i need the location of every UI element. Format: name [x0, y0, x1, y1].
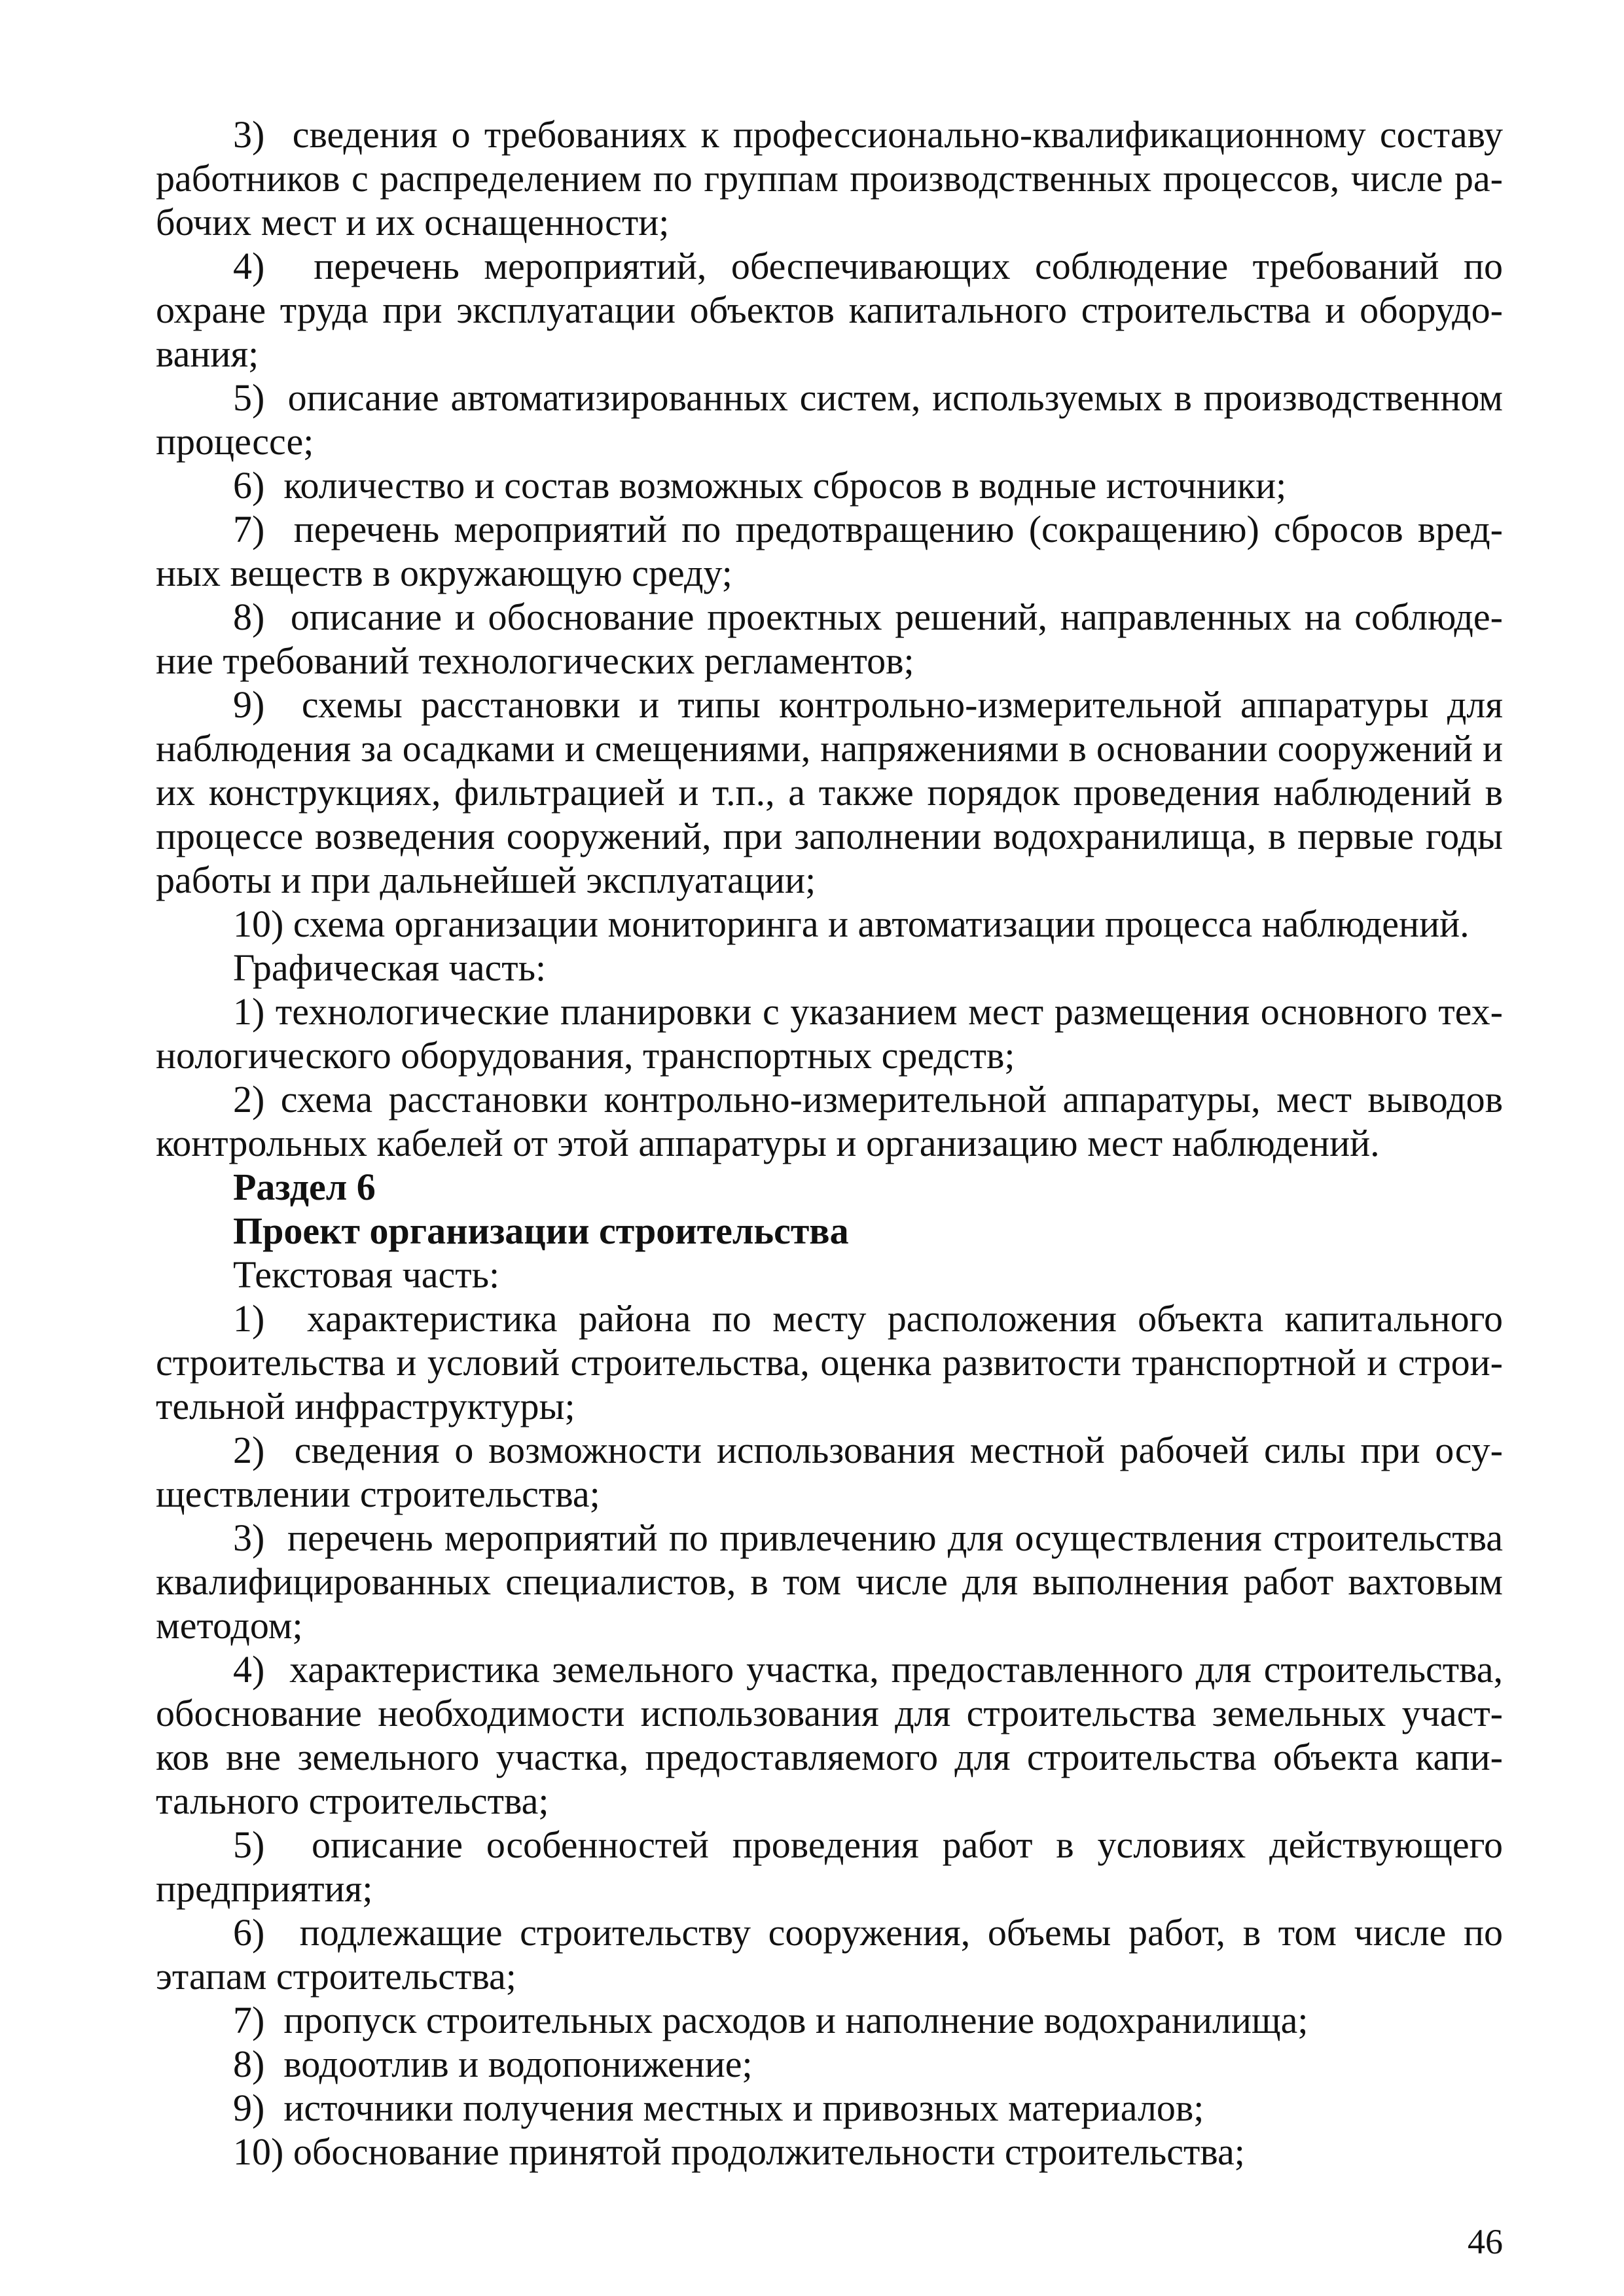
- list-item: 4) перечень мероприятий, обеспечивающих соблюдение требований по охране труда при эксплуатации объектов капитального строительства и оборудования;: [156, 245, 1503, 375]
- list-item: 9) источники получения местных и привозных материалов;: [233, 2087, 1204, 2129]
- list-item: 5) описание автоматизированных систем, используемых в производственном процессе;: [156, 376, 1503, 463]
- list-item: 8) водоотлив и водопонижение;: [233, 2043, 753, 2085]
- page-number: 46: [1468, 2222, 1503, 2261]
- list-item: 7) пропуск строительных расходов и наполнение водохранилища;: [233, 1999, 1308, 2041]
- list-item: 10) схема организации мониторинга и автоматизации процесса наблюдений.: [233, 903, 1470, 945]
- section-number: Раздел 6: [233, 1166, 376, 1208]
- list-item: 6) подлежащие строительству сооружения, объемы работ, в том числе по этапам строительства;: [156, 1911, 1503, 1998]
- list-item: 1) характеристика района по месту расположения объекта капитального строительства и условий строительства, оценка развитости транспортной и строительной инфраструктуры;: [156, 1297, 1503, 1427]
- list-item: 1) технологические планировки с указанием мест размещения основного технологического оборудования, транспортных средств;: [156, 990, 1503, 1077]
- list-item: 9) схемы расстановки и типы контрольно-измерительной аппаратуры для наблюдения за осадками и смещениями, напряжениями в основании сооружений и их конструкциях, фильтрацией и т.п., а также порядок проведения наблюдений в процессе возведения сооружений, при заполнении водохранилища, в первые годы работы и при дальнейшей эксплуатации;: [156, 683, 1503, 901]
- graphic-part-label: Графическая часть:: [233, 946, 547, 989]
- list-item: 10) обоснование принятой продолжительности строительства;: [233, 2130, 1245, 2173]
- list-item: 8) описание и обоснование проектных решений, направленных на соблюдение требований технологических регламентов;: [156, 596, 1503, 682]
- list-item: 2) сведения о возможности использования местной рабочей силы при осуществлении строительства;: [156, 1429, 1503, 1515]
- list-item: 7) перечень мероприятий по предотвращению (сокращению) сбросов вредных веществ в окружающую среду;: [156, 508, 1503, 594]
- text-part-label: Текстовая часть:: [233, 1253, 500, 1296]
- section-title: Проект организации строительства: [233, 1210, 849, 1252]
- list-item: 3) перечень мероприятий по привлечению для осуществления строительства квалифицированных специалистов, в том числе для выполнения работ вахтовым методом;: [156, 1516, 1503, 1647]
- list-item: 4) характеристика земельного участка, предоставленного для строительства, обоснование необходимости использования для строительства земельных участков вне земельного участка, предоставляемого для строительства объекта капитального строительства;: [156, 1648, 1503, 1822]
- list-item: 3) сведения о требованиях к профессионально-квалификационному составу работников с распределением по группам производственных процессов, числе рабочих мест и их оснащенности;: [156, 113, 1503, 243]
- document-page: [156, 113, 1503, 2174]
- list-item: 6) количество и состав возможных сбросов в водные источники;: [233, 464, 1287, 507]
- list-item: 2) схема расстановки контрольно-измерительной аппаратуры, мест выводов контрольных кабелей от этой аппаратуры и организацию мест наблюдений.: [156, 1078, 1503, 1164]
- list-item: 5) описание особенностей проведения работ в условиях действующего предприятия;: [156, 1823, 1503, 1910]
